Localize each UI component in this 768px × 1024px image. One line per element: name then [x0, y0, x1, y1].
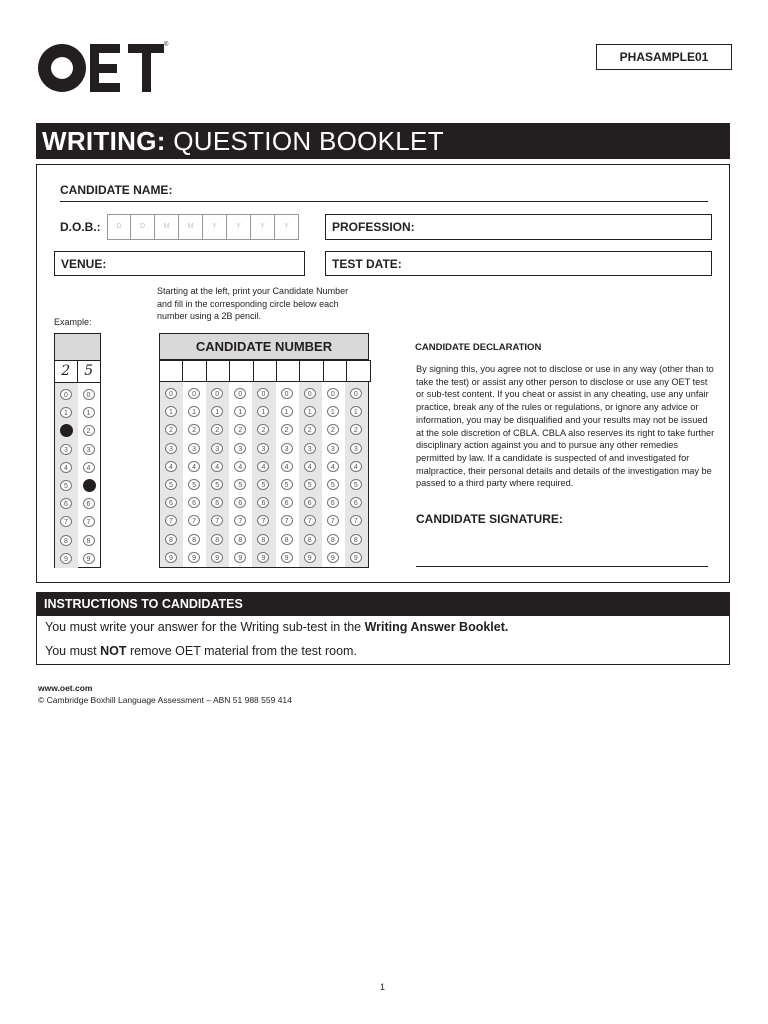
venue-field[interactable]	[54, 251, 305, 276]
candidate-bubble-8-2[interactable]: 2	[327, 424, 339, 435]
candidate-bubble-5-3[interactable]: 3	[257, 443, 269, 454]
candidate-bubble-1-9[interactable]: 9	[165, 552, 177, 563]
example-bubble-2-2[interactable]: 2	[83, 425, 95, 436]
instructions-title: INSTRUCTIONS TO CANDIDATES	[36, 592, 730, 616]
example-bubble-1-9[interactable]: 9	[60, 553, 72, 564]
declaration-text: By signing this, you agree not to disclose or use in any way (other than to take the test) or assist any other person to disclose or use any OET test or sub-test content. If you cheat or assist in any cheating, use any unfair practice, break any of the rules or regulations, or ignore any advice or information, you may be disqualified and your results may not be issued at the sole discretion of CBLA. CBLA also reserves its right to take further disciplinary action against you and to pursue any other remedies permitted by law. If a candidate is suspected of and investigated for malpractice, their personal details and details of the investigation may be passed to a third party where required.	[416, 364, 715, 489]
candidate-bubble-8-8[interactable]: 8	[327, 534, 339, 545]
candidate-bubble-9-1[interactable]: 1	[350, 406, 362, 417]
candidate-bubble-6-5[interactable]: 5	[281, 479, 293, 490]
dob-label: D.O.B.:	[60, 220, 101, 234]
example-bubble-2-1[interactable]: 1	[83, 407, 95, 418]
candidate-bubble-2-3[interactable]: 3	[188, 443, 200, 454]
candidate-bubble-2-5[interactable]: 5	[188, 479, 200, 490]
candidate-bubble-5-8[interactable]: 8	[257, 534, 269, 545]
venue-label: VENUE:	[61, 257, 107, 271]
dob-cell-7[interactable]: Y	[251, 214, 275, 240]
example-bubble-1-1[interactable]: 1	[60, 407, 72, 418]
candidate-bubble-8-0[interactable]: 0	[327, 388, 339, 399]
dob-cell-8[interactable]: Y	[275, 214, 299, 240]
candidate-bubble-6-3[interactable]: 3	[281, 443, 293, 454]
candidate-bubble-5-0[interactable]: 0	[257, 388, 269, 399]
candidate-name-line[interactable]	[60, 201, 708, 202]
candidate-bubble-2-4[interactable]: 4	[188, 461, 200, 472]
candidate-bubble-2-9[interactable]: 9	[188, 552, 200, 563]
oet-logo: ®	[38, 44, 178, 92]
example-bubble-2-8[interactable]: 8	[83, 535, 95, 546]
candidate-bubble-5-4[interactable]: 4	[257, 461, 269, 472]
candidate-digit-box-1[interactable]	[160, 360, 183, 382]
candidate-bubble-3-5[interactable]: 5	[211, 479, 223, 490]
candidate-column-6	[276, 382, 299, 567]
candidate-bubble-7-9[interactable]: 9	[304, 552, 316, 563]
candidate-bubble-8-6[interactable]: 6	[327, 497, 339, 508]
example-bubble-2-6[interactable]: 6	[83, 498, 95, 509]
signature-line[interactable]	[416, 566, 708, 567]
candidate-bubble-4-0[interactable]: 0	[234, 388, 246, 399]
example-bubble-2-3[interactable]: 3	[83, 444, 95, 455]
candidate-bubble-7-6[interactable]: 6	[304, 497, 316, 508]
example-grid	[54, 333, 101, 568]
dob-cell-6[interactable]: Y	[227, 214, 251, 240]
candidate-bubble-6-8[interactable]: 8	[281, 534, 293, 545]
example-bubble-2-7[interactable]: 7	[83, 516, 95, 527]
dob-cell-4[interactable]: M	[179, 214, 203, 240]
sample-code-box: PHASAMPLE01	[596, 44, 732, 70]
example-bubble-2-4[interactable]: 4	[83, 462, 95, 473]
candidate-bubble-6-6[interactable]: 6	[281, 497, 293, 508]
candidate-digit-box-7[interactable]	[300, 360, 323, 382]
candidate-bubble-9-4[interactable]: 4	[350, 461, 362, 472]
candidate-bubble-3-2[interactable]: 2	[211, 424, 223, 435]
candidate-digit-box-4[interactable]	[230, 360, 253, 382]
candidate-number-bubble-grid	[159, 382, 369, 568]
instruction-line-1: You must write your answer for the Writing sub-test in the Writing Answer Booklet.	[45, 620, 509, 634]
candidate-bubble-4-9[interactable]: 9	[234, 552, 246, 563]
profession-field[interactable]	[325, 214, 712, 240]
declaration-title: CANDIDATE DECLARATION	[415, 342, 542, 353]
candidate-bubble-8-7[interactable]: 7	[327, 515, 339, 526]
candidate-bubble-8-4[interactable]: 4	[327, 461, 339, 472]
candidate-bubble-9-2[interactable]: 2	[350, 424, 362, 435]
candidate-bubble-3-8[interactable]: 8	[211, 534, 223, 545]
candidate-bubble-5-7[interactable]: 7	[257, 515, 269, 526]
candidate-bubble-4-4[interactable]: 4	[234, 461, 246, 472]
candidate-column-9	[345, 382, 368, 567]
candidate-bubble-7-8[interactable]: 8	[304, 534, 316, 545]
candidate-bubble-1-1[interactable]: 1	[165, 406, 177, 417]
candidate-digit-box-2[interactable]	[183, 360, 206, 382]
candidate-bubble-4-2[interactable]: 2	[234, 424, 246, 435]
example-bubble-1-5[interactable]: 5	[60, 480, 72, 491]
page-title: WRITING: QUESTION BOOKLET	[36, 123, 730, 159]
candidate-bubble-7-3[interactable]: 3	[304, 443, 316, 454]
instruction-line-2: You must NOT remove OET material from the test room.	[45, 644, 357, 658]
candidate-bubble-1-7[interactable]: 7	[165, 515, 177, 526]
candidate-bubble-5-5[interactable]: 5	[257, 479, 269, 490]
candidate-bubble-5-9[interactable]: 9	[257, 552, 269, 563]
candidate-digit-box-5[interactable]	[254, 360, 277, 382]
candidate-bubble-1-5[interactable]: 5	[165, 479, 177, 490]
test-date-label: TEST DATE:	[332, 257, 402, 271]
example-bubble-1-6[interactable]: 6	[60, 498, 72, 509]
candidate-bubble-9-3[interactable]: 3	[350, 443, 362, 454]
dob-cell-2[interactable]: D	[131, 214, 155, 240]
profession-label: PROFESSION:	[332, 220, 415, 234]
candidate-bubble-4-5[interactable]: 5	[234, 479, 246, 490]
candidate-bubble-6-7[interactable]: 7	[281, 515, 293, 526]
example-bubble-1-0[interactable]: 0	[60, 389, 72, 400]
candidate-bubble-1-8[interactable]: 8	[165, 534, 177, 545]
example-bubble-1-7[interactable]: 7	[60, 516, 72, 527]
candidate-bubble-3-3[interactable]: 3	[211, 443, 223, 454]
candidate-bubble-5-2[interactable]: 2	[257, 424, 269, 435]
example-bubble-2-9[interactable]: 9	[83, 553, 95, 564]
candidate-bubble-3-1[interactable]: 1	[211, 406, 223, 417]
candidate-bubble-9-6[interactable]: 6	[350, 497, 362, 508]
candidate-column-4	[229, 382, 252, 567]
candidate-name-label: CANDIDATE NAME:	[60, 183, 173, 197]
example-bubble-1-4[interactable]: 4	[60, 462, 72, 473]
candidate-bubble-9-8[interactable]: 8	[350, 534, 362, 545]
candidate-bubble-4-1[interactable]: 1	[234, 406, 246, 417]
test-date-field[interactable]	[325, 251, 712, 276]
dob-cell-1[interactable]: D	[107, 214, 131, 240]
candidate-bubble-8-3[interactable]: 3	[327, 443, 339, 454]
dob-cell-5[interactable]: Y	[203, 214, 227, 240]
candidate-bubble-8-1[interactable]: 1	[327, 406, 339, 417]
footer-url[interactable]: www.oet.com	[38, 683, 93, 693]
candidate-digit-box-8[interactable]	[324, 360, 347, 382]
example-bubble-2-0[interactable]: 0	[83, 389, 95, 400]
instructions-box	[36, 616, 730, 665]
candidate-bubble-1-4[interactable]: 4	[165, 461, 177, 472]
candidate-number-digit-row	[159, 360, 371, 382]
candidate-column-8	[322, 382, 345, 567]
example-bubble-1-2[interactable]	[60, 424, 73, 437]
candidate-bubble-2-0[interactable]: 0	[188, 388, 200, 399]
candidate-bubble-9-5[interactable]: 5	[350, 479, 362, 490]
candidate-bubble-7-2[interactable]: 2	[304, 424, 316, 435]
candidate-number-header: CANDIDATE NUMBER	[159, 333, 369, 360]
candidate-bubble-2-8[interactable]: 8	[188, 534, 200, 545]
candidate-bubble-3-6[interactable]: 6	[211, 497, 223, 508]
candidate-bubble-3-9[interactable]: 9	[211, 552, 223, 563]
candidate-bubble-3-0[interactable]: 0	[211, 388, 223, 399]
candidate-digit-box-6[interactable]	[277, 360, 300, 382]
candidate-bubble-7-4[interactable]: 4	[304, 461, 316, 472]
candidate-column-3	[206, 382, 229, 567]
candidate-column-5	[252, 382, 275, 567]
candidate-bubble-6-1[interactable]: 1	[281, 406, 293, 417]
signature-label: CANDIDATE SIGNATURE:	[416, 512, 563, 526]
candidate-bubble-1-3[interactable]: 3	[165, 443, 177, 454]
candidate-bubble-2-7[interactable]: 7	[188, 515, 200, 526]
candidate-bubble-7-7[interactable]: 7	[304, 515, 316, 526]
candidate-bubble-8-9[interactable]: 9	[327, 552, 339, 563]
candidate-bubble-7-0[interactable]: 0	[304, 388, 316, 399]
candidate-bubble-1-2[interactable]: 2	[165, 424, 177, 435]
example-bubble-2-5[interactable]	[83, 479, 96, 492]
candidate-bubble-6-9[interactable]: 9	[281, 552, 293, 563]
candidate-bubble-4-3[interactable]: 3	[234, 443, 246, 454]
candidate-bubble-9-9[interactable]: 9	[350, 552, 362, 563]
dob-input-cells[interactable]	[107, 214, 299, 240]
candidate-bubble-8-5[interactable]: 5	[327, 479, 339, 490]
candidate-digit-box-9[interactable]	[347, 360, 370, 382]
candidate-bubble-1-6[interactable]: 6	[165, 497, 177, 508]
candidate-bubble-4-7[interactable]: 7	[234, 515, 246, 526]
candidate-bubble-2-6[interactable]: 6	[188, 497, 200, 508]
candidate-bubble-5-6[interactable]: 6	[257, 497, 269, 508]
page-number: 1	[380, 982, 386, 992]
example-digit-1: 2	[55, 361, 78, 382]
candidate-column-7	[299, 382, 322, 567]
candidate-bubble-6-0[interactable]: 0	[281, 388, 293, 399]
candidate-bubble-9-0[interactable]: 0	[350, 388, 362, 399]
candidate-bubble-2-2[interactable]: 2	[188, 424, 200, 435]
candidate-bubble-2-1[interactable]: 1	[188, 406, 200, 417]
candidate-bubble-1-0[interactable]: 0	[165, 388, 177, 399]
example-column-1	[55, 383, 78, 568]
candidate-column-2	[183, 382, 206, 567]
candidate-bubble-4-8[interactable]: 8	[234, 534, 246, 545]
candidate-bubble-5-1[interactable]: 1	[257, 406, 269, 417]
candidate-number-instructions: Starting at the left, print your Candidate Number and fill in the corresponding circle below each number using a 2B pencil.	[157, 286, 349, 321]
candidate-bubble-7-5[interactable]: 5	[304, 479, 316, 490]
candidate-bubble-3-4[interactable]: 4	[211, 461, 223, 472]
candidate-bubble-7-1[interactable]: 1	[304, 406, 316, 417]
candidate-bubble-3-7[interactable]: 7	[211, 515, 223, 526]
footer-copyright: © Cambridge Boxhill Language Assessment – ABN 51 988 559 414	[38, 695, 292, 705]
candidate-bubble-9-7[interactable]: 7	[350, 515, 362, 526]
dob-cell-3[interactable]: M	[155, 214, 179, 240]
example-column-2	[78, 383, 101, 568]
example-label: Example:	[54, 317, 92, 327]
candidate-digit-box-3[interactable]	[207, 360, 230, 382]
candidate-bubble-6-2[interactable]: 2	[281, 424, 293, 435]
candidate-bubble-4-6[interactable]: 6	[234, 497, 246, 508]
example-digit-2: 5	[84, 363, 94, 379]
candidate-column-1	[160, 382, 183, 567]
example-bubble-1-8[interactable]: 8	[60, 535, 72, 546]
example-bubble-1-3[interactable]: 3	[60, 444, 72, 455]
candidate-bubble-6-4[interactable]: 4	[281, 461, 293, 472]
